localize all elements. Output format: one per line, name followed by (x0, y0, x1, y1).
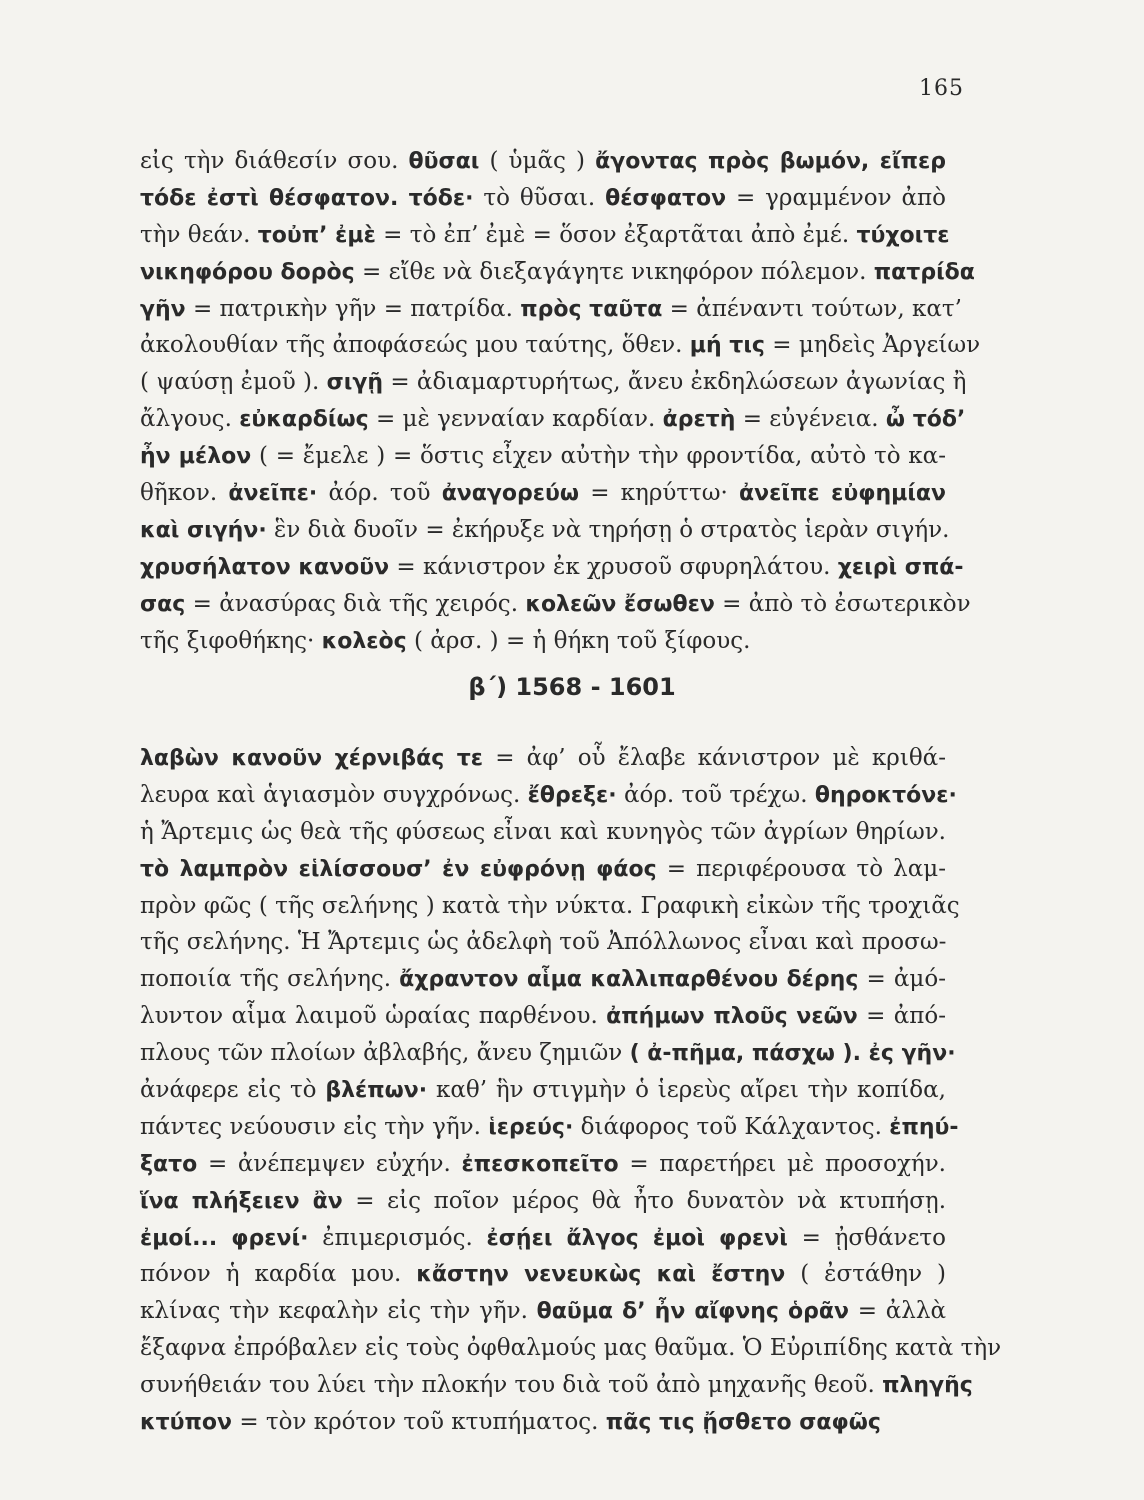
gloss-text: = μὲ γενναίαν καρδίαν. (368, 406, 663, 433)
lemma: ἀνεῖπε εὐφημίαν (739, 481, 947, 507)
text-line (140, 438, 946, 475)
gloss-text: πόνον ἡ καρδία μου. (140, 1261, 417, 1288)
gloss-text: = ἀνέπεμψεν εὐχήν. (197, 1150, 462, 1177)
lemma: ἐπεσκοπεῖτο (461, 1151, 619, 1177)
lemma: ἀρετὴ (662, 407, 736, 433)
text-line (140, 961, 946, 998)
text-line (140, 740, 946, 777)
gloss-text: = τὸν κρότον τοῦ κτυπήματος. (232, 1409, 606, 1436)
lemma: κἄστην νενευκὼς καὶ ἔστην (416, 1262, 786, 1288)
lemma: ἱερεύς· (488, 1114, 574, 1140)
lemma: εὐκαρδίως (239, 407, 369, 433)
gloss-text: κλίνας τὴν κεφαλὴν εἰς τὴν γῆν. (140, 1298, 537, 1325)
text-line (140, 814, 946, 851)
text-line (140, 401, 966, 438)
lemma: βλέπων· (325, 1078, 428, 1104)
text-line (140, 1367, 973, 1404)
text-line (140, 1072, 946, 1109)
gloss-text: ( ὑμᾶς ) (479, 148, 596, 174)
gloss-text: = τὸ ἐπ’ ἐμὲ = ὅσον ἐξαρτᾶται ἀπὸ ἐμέ. (375, 221, 857, 248)
lemma: θῦσαι (408, 149, 480, 174)
lemma: ὦ τόδ’ (885, 407, 966, 433)
lemma: πατρίδα (873, 259, 975, 285)
lemma: σιγῇ (326, 370, 384, 396)
text-line (140, 180, 946, 217)
gloss-text: τὸ θῦσαι. (473, 184, 606, 211)
text-line (140, 1035, 956, 1072)
gloss-text: = εὐγένεια. (735, 406, 886, 433)
gloss-text: λυντον αἷμα λαιμοῦ ὡραίας παρθένου. (140, 1003, 607, 1030)
section-heading: β΄) 1568 - 1601 (468, 673, 676, 701)
lemma: καὶ σιγήν· (140, 517, 267, 543)
lemma: κολεῶν ἔσωθεν (525, 591, 715, 617)
text-line (140, 1109, 959, 1146)
paragraph-2 (140, 740, 1002, 1441)
lemma: λαβὼν κανοῦν χέρνιβάς τε (140, 746, 484, 771)
gloss-text: θῆκον. (140, 480, 229, 507)
text-line (140, 327, 981, 364)
text-line (140, 475, 946, 512)
gloss-text: πλους τῶν πλοίων ἀβλαβής, ἄνευ ζημιῶν (140, 1040, 630, 1067)
lemma: ἀνεῖπε· (228, 481, 318, 507)
lemma: μή τις (689, 333, 765, 359)
gloss-text: = περιφέρουσα τὸ λαμ- (656, 855, 947, 882)
lemma: πρὸς ταῦτα (520, 296, 663, 322)
text-line (140, 1256, 946, 1293)
gloss-text: = ἀπό- (857, 1003, 946, 1030)
gloss-text: = γραμμένον ἀπὸ (726, 184, 946, 211)
gloss-text: ἄλγους. (140, 406, 240, 433)
gloss-text: ἓν διὰ δυοῖν = ἐκήρυξε νὰ τηρήσῃ ὁ στρατὸς ἱερὰν σιγήν. (266, 516, 950, 543)
text-line (140, 291, 962, 328)
lemma: θέσφατον (605, 185, 727, 211)
lemma: ξατο (140, 1151, 198, 1177)
gloss-text: = ᾐσθάνετο (787, 1224, 946, 1251)
gloss-text: = ἀδιαμαρτυρήτως, ἄνευ ἐκδηλώσεων ἀγωνίας ἢ (383, 369, 967, 396)
lemma: σας (140, 591, 186, 617)
page-number: 165 (919, 76, 964, 101)
text-line (140, 998, 946, 1035)
text-line (140, 254, 975, 291)
gloss-text: συνήθειάν του λύει τὴν πλοκήν του διὰ τοῦ ἀπὸ μηχανῆς θεοῦ. (140, 1372, 883, 1399)
text-line (140, 143, 946, 180)
gloss-text: ἀόρ. τοῦ (317, 480, 442, 507)
text-line (140, 777, 957, 814)
gloss-text: πάντες νεύουσιν εἰς τὴν γῆν. (140, 1113, 489, 1140)
text-line (140, 586, 971, 623)
text-line (140, 623, 946, 660)
text-line (140, 851, 946, 888)
lemma: θαῦμα δ’ ἦν αἴφνης ὁρᾶν (536, 1299, 850, 1325)
lemma: χειρὶ σπά- (837, 554, 964, 580)
gloss-text: καθ’ ἣν στιγμὴν ὁ ἱερεὺς αἴρει τὴν κοπίδα, (427, 1077, 946, 1104)
lemma: ἄχραντον αἷμα καλλιπαρθένου δέρης (399, 967, 859, 993)
gloss-text: = ἀλλὰ (849, 1298, 946, 1325)
gloss-text: = παρετήρει μὲ προσοχήν. (618, 1150, 946, 1177)
gloss-text: λευρα καὶ ἁγιασμὸν συγχρόνως. (140, 781, 528, 808)
gloss-text: = εἴθε νὰ διεξαγάγητε νικηφόρον πόλεμον. (354, 258, 874, 285)
gloss-text: ( = ἔμελε ) = ὅστις εἶχεν αὐτὴν τὴν φροντίδα, αὐτὸ τὸ κα- (251, 443, 946, 470)
gloss-text: = ἀνασύρας διὰ τῆς χειρός. (185, 590, 526, 617)
gloss-text: = ἀμό- (858, 966, 946, 993)
text-line (140, 512, 950, 549)
gloss-text: = κηρύττω· (578, 480, 740, 507)
lemma: ἀπήμων πλοῦς νεῶν (606, 1004, 858, 1030)
lemma: ἐπηύ- (889, 1114, 959, 1140)
gloss-text: ( ἀρσ. ) = ἡ θήκη τοῦ ξίφους. (406, 627, 751, 654)
gloss-text: πρὸν φῶς ( τῆς σελήνης ) κατὰ τὴν νύκτα. Γραφικὴ εἰκὼν τῆς τροχιᾶς (140, 892, 960, 919)
lemma: ἄγοντας πρὸς βωμόν, εἴπερ (595, 149, 946, 174)
text-line (140, 549, 964, 586)
gloss-text: ἡ Ἄρτεμις ὡς θεὰ τῆς φύσεως εἶναι καὶ κυνηγὸς τῶν ἀγρίων θηρίων. (140, 818, 946, 845)
gloss-text: ( ψαύσῃ ἐμοῦ ). (140, 369, 327, 396)
gloss-text: ἐπιμερισμός. (308, 1224, 487, 1251)
lemma: πληγῆς (882, 1373, 973, 1399)
lemma: τόδε ἐστὶ θέσφατον. τόδε· (140, 185, 474, 211)
gloss-text: = εἰς ποῖον μέρος θὰ ἦτο δυνατὸν νὰ κτυπήσῃ. (342, 1187, 947, 1214)
lemma: νικηφόρου δορὸς (140, 259, 355, 285)
text-line (140, 1330, 1002, 1367)
gloss-text: = πατρικὴν γῆν = πατρίδα. (185, 295, 521, 322)
gloss-text: τὴν θεάν. (140, 221, 258, 248)
lemma: γῆν (140, 296, 186, 322)
text-line (140, 1183, 946, 1220)
text-line (140, 217, 950, 254)
gloss-text: = ἀπέναντι τούτων, κατ’ (662, 295, 962, 322)
gloss-text: τῆς ξιφοθήκης· (140, 627, 322, 654)
lemma: κτύπον (140, 1410, 233, 1436)
lemma: τὸ λαμπρὸν εἱλίσσουσ’ ἐν εὐφρόνῃ φάος (140, 856, 657, 882)
gloss-text: ἀόρ. τοῦ τρέχω. (616, 781, 815, 808)
text-line (140, 364, 967, 401)
gloss-text: εἰς τὴν διάθεσίν σου. (140, 148, 409, 174)
text-line (140, 1220, 946, 1257)
text-line (140, 1146, 946, 1183)
paragraph-1 (140, 143, 981, 659)
lemma: ( ἀ-πῆμα, πάσχω ). ἐς γῆν· (629, 1041, 956, 1067)
text-line (140, 1293, 946, 1330)
text-line (140, 888, 960, 925)
lemma: θηροκτόνε· (814, 782, 957, 808)
lemma: ἐμοί... φρενί· (140, 1225, 309, 1251)
gloss-text: ( ἐστάθην ) (785, 1261, 946, 1288)
lemma: τοὐπ’ ἐμὲ (257, 222, 376, 248)
gloss-text: ποποιία τῆς σελήνης. (140, 966, 400, 993)
gloss-text: διάφορος τοῦ Κάλχαντος. (573, 1113, 890, 1140)
gloss-text: τῆς σελήνης. Ἡ Ἄρτεμις ὡς ἀδελφὴ τοῦ Ἀπόλλωνος εἶναι καὶ προσω- (140, 929, 947, 956)
lemma: χρυσήλατον κανοῦν (140, 554, 390, 580)
gloss-text: = μηδεὶς Ἀργείων (764, 332, 981, 359)
lemma: ἀναγορεύω (441, 481, 579, 507)
lemma: ἐσῄει ἄλγος ἐμοὶ φρενὶ (486, 1225, 788, 1251)
lemma: ἔθρεξε· (527, 782, 617, 808)
text-line (140, 1404, 946, 1441)
gloss-text: ἀκολουθίαν τῆς ἀποφάσεώς μου ταύτης, ὅθεν. (140, 332, 690, 359)
lemma: τύχοιτε (856, 222, 950, 248)
gloss-text: = κάνιστρον ἐκ χρυσοῦ σφυρηλάτου. (389, 553, 838, 580)
lemma: πᾶς τις ᾔσθετο σαφῶς (605, 1410, 881, 1436)
gloss-text: = ἀπὸ τὸ ἐσωτερικὸν (714, 590, 971, 617)
text-line (140, 924, 946, 961)
gloss-text: ἔξαφνα ἐπρόβαλεν εἰς τοὺς ὀφθαλμούς μας θαῦμα. Ὁ Εὐριπίδης κατὰ τὴν (140, 1335, 1002, 1362)
lemma: κολεὸς (321, 628, 407, 654)
gloss-text: = ἀφ’ οὗ ἔλαβε κάνιστρον μὲ κριθά- (483, 745, 946, 771)
lemma: ἵνα πλήξειεν ἂν (140, 1188, 343, 1214)
lemma: ἦν μέλον (140, 444, 252, 470)
gloss-text: ἀνάφερε εἰς τὸ (140, 1077, 326, 1104)
